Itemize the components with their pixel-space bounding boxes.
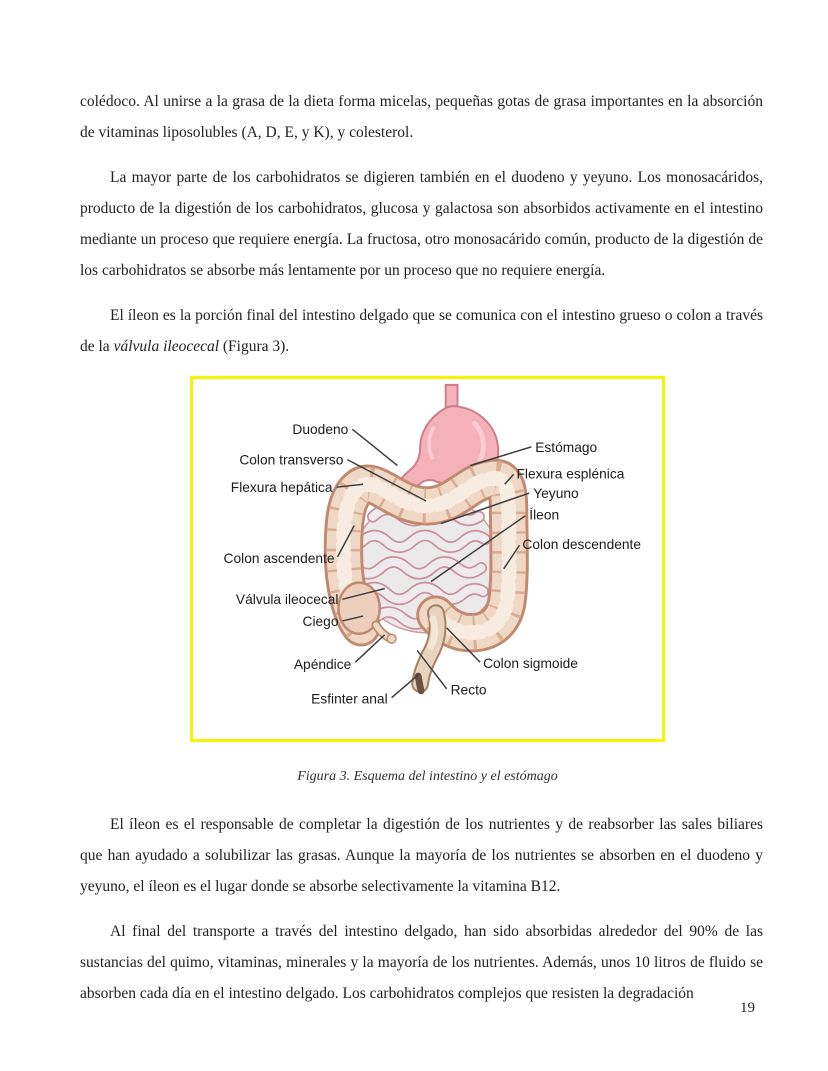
figure-3 [190,376,665,785]
text-content [80,86,763,1023]
label-colon-sigmoide: Colon sigmoide [483,656,578,672]
label-ciego: Ciego [302,613,339,629]
paragraph-3-text-end: (Figura 3). [219,338,290,355]
label-estomago: Estómago [535,439,598,455]
body-paragraph-4: El íleon es el responsable de completar la digestión de los nutrientes y de reabsorber las sales biliares que han ayudado a solubilizar las grasas. Aunque la mayoría de los nutrientes se absorben en el duodeno y yeyuno, el íleon es el lugar donde se absorbe selectivamente la vitamina B12. [80,816,763,895]
label-ileon: Íleon [529,507,560,523]
body-paragraph-2: La mayor parte de los carbohidratos se digieren también en el duodeno y yeyuno. Los monosacáridos, producto de la digestión de los carbohidratos, glucosa y galactosa son absorbidos activamente en el intestino mediante un proceso que requiere energía. La fructosa, otro monosacárido común, producto de la digestión de los carbohidratos se absorbe más lentamente por un proceso que no requiere energía. [80,169,763,279]
label-duodeno: Duodeno [292,422,349,438]
label-flexura-hepatica: Flexura hepática [230,480,333,496]
label-esfinter-anal: Esfinter anal [311,691,388,707]
figure-caption: Figura 3. Esquema del intestino y el estómago [297,769,558,784]
label-yeyuno: Yeyuno [533,486,579,502]
label-apendice: Apéndice [293,657,352,673]
label-colon-descendente: Colon descendente [522,537,642,553]
label-flexura-esplenica: Flexura esplénica [516,466,625,482]
intestine-stomach-diagram [193,379,662,739]
label-recto: Recto [450,682,487,698]
label-colon-ascendente: Colon ascendente [223,550,335,566]
paragraph-3-text: El íleon es la porción final del intestino delgado que se comunica con el intestino grueso o colon a través de la [80,307,763,355]
body-paragraph-1: colédoco. Al unirse a la grasa de la dieta forma micelas, pequeñas gotas de grasa importantes en la absorción de vitaminas liposolubles (A, D, E, y K), y colesterol. [80,93,763,141]
label-colon-transverso: Colon transverso [239,452,344,468]
page-number: 19 [740,1000,755,1016]
label-valvula-ileocecal: Válvula ileocecal [235,592,339,608]
figure-3-image [190,376,665,742]
body-paragraph-5: Al final del transporte a través del intestino delgado, han sido absorbidas alrededor del 90% de las sustancias del quimo, vitaminas, minerales y la mayoría de los nutrientes. Además, unos 10 litros de fluido se absorben cada día en el intestino delgado. Los carbohidratos complejos que resisten la degradación [80,923,763,1002]
paragraph-3-italic-term: válvula ileocecal [113,338,220,355]
body-paragraph-3 [80,300,763,362]
